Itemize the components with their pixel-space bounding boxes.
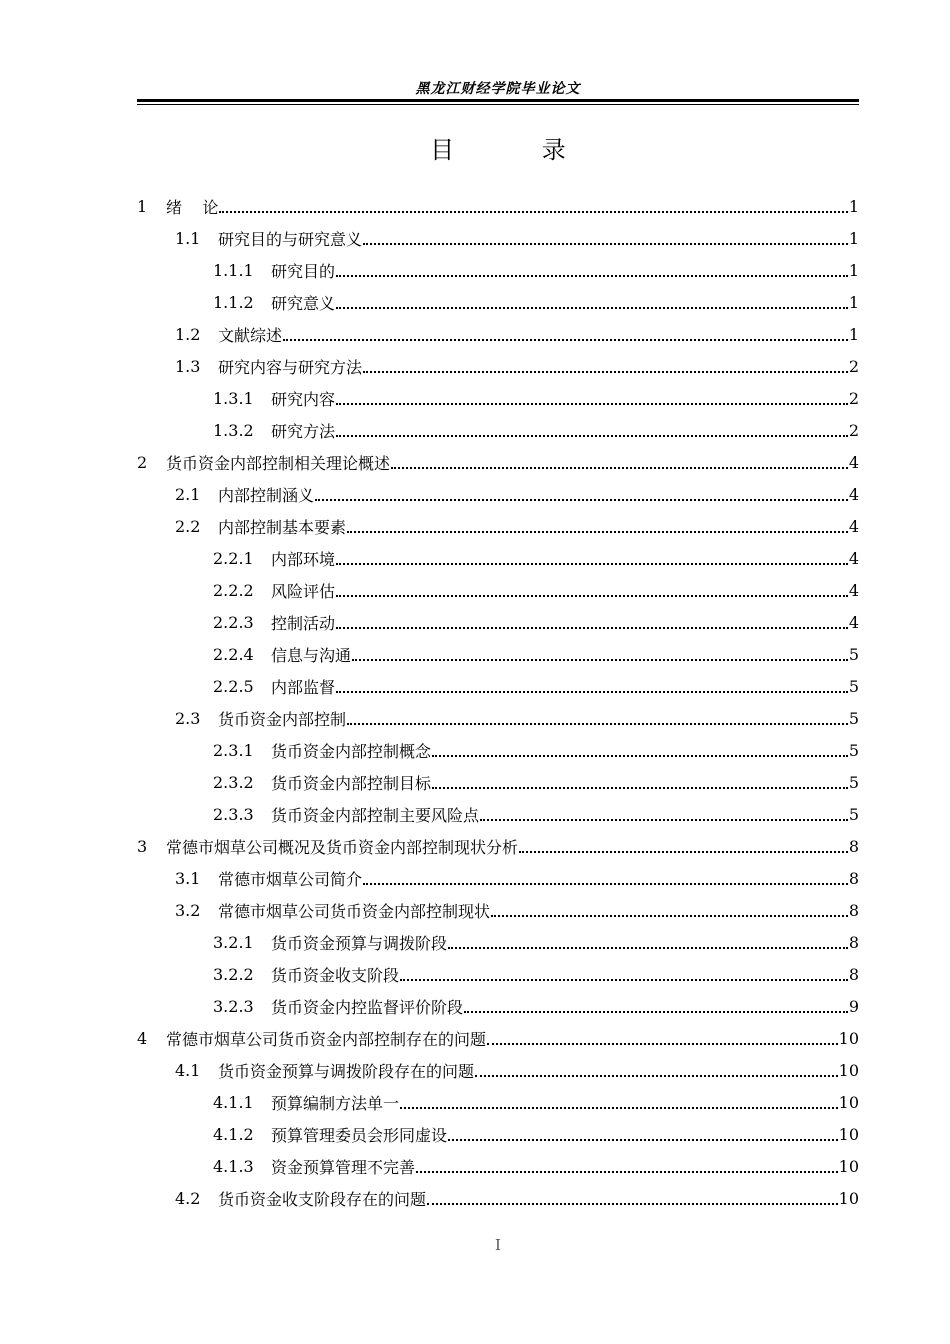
toc-entry[interactable] xyxy=(137,286,859,318)
toc-entry-number: 2.3 xyxy=(175,708,201,728)
toc-entry-page: 4 xyxy=(848,484,859,504)
toc-dot-leader xyxy=(400,978,848,981)
toc-dot-leader xyxy=(487,1042,838,1045)
toc-entry-number: 4.1 xyxy=(175,1060,201,1080)
toc-entry-page: 4 xyxy=(848,452,859,472)
toc-entry[interactable] xyxy=(137,414,859,446)
toc-entry[interactable] xyxy=(137,766,859,798)
toc-entry-title: 内部环境 xyxy=(271,549,336,569)
toc-entry-number: 2.2.3 xyxy=(213,612,254,632)
toc-entry-title: 信息与沟通 xyxy=(271,645,352,665)
toc-entry-number: 4.1.1 xyxy=(213,1092,254,1112)
page-number: I xyxy=(495,1236,501,1254)
toc-entry-title: 文献综述 xyxy=(218,325,283,345)
toc-entry-page: 1 xyxy=(848,260,859,280)
toc-entry-number: 4.1.2 xyxy=(213,1124,254,1144)
toc-entry-page: 5 xyxy=(848,740,859,760)
toc-entry-page: 5 xyxy=(848,676,859,696)
toc-entry-page: 2 xyxy=(848,388,859,408)
toc-entry-title: 研究目的 xyxy=(271,261,336,281)
toc-entry-title: 研究内容与研究方法 xyxy=(218,357,363,377)
running-header: 黑龙江财经学院毕业论文 xyxy=(415,81,581,97)
toc-dot-leader xyxy=(336,594,848,597)
toc-entry[interactable] xyxy=(137,606,859,638)
toc-entry-page: 10 xyxy=(838,1092,859,1112)
toc-entry-title: 绪 论 xyxy=(166,197,219,217)
toc-entry[interactable] xyxy=(137,574,859,606)
toc-dot-leader xyxy=(336,690,848,693)
toc-dot-leader xyxy=(336,402,848,405)
toc-entry-number: 3.2.2 xyxy=(213,964,254,984)
toc-dot-leader xyxy=(336,626,848,629)
toc-entry-page: 5 xyxy=(848,772,859,792)
toc-entry-title: 常德市烟草公司简介 xyxy=(218,869,363,889)
toc-dot-leader xyxy=(519,850,848,853)
toc-entry-number: 3.2 xyxy=(175,900,201,920)
toc-entry-page: 8 xyxy=(848,868,859,888)
toc-entry[interactable] xyxy=(137,478,859,510)
toc-entry-page: 4 xyxy=(848,516,859,536)
header-rule-thin xyxy=(137,104,859,105)
toc-entry-number: 2.2.5 xyxy=(213,676,254,696)
toc-entry-title: 研究目的与研究意义 xyxy=(218,229,363,249)
toc-entry[interactable] xyxy=(137,1022,859,1054)
toc-entry[interactable] xyxy=(137,990,859,1022)
toc-entry-title: 研究方法 xyxy=(271,421,336,441)
toc-entry[interactable] xyxy=(137,1086,859,1118)
toc-entry-number: 4 xyxy=(137,1028,148,1048)
toc-entry-page: 4 xyxy=(848,548,859,568)
toc-entry[interactable] xyxy=(137,734,859,766)
toc-entry-number: 2.2 xyxy=(175,516,201,536)
table-of-contents xyxy=(137,190,859,1214)
toc-entry-title: 控制活动 xyxy=(271,613,336,633)
toc-entry-number: 2 xyxy=(137,452,148,472)
toc-dot-leader xyxy=(336,434,848,437)
toc-entry[interactable] xyxy=(137,510,859,542)
toc-entry-title: 内部监督 xyxy=(271,677,336,697)
toc-dot-leader xyxy=(352,658,848,661)
toc-entry-title: 预算编制方法单一 xyxy=(271,1093,400,1113)
toc-entry-title: 资金预算管理不完善 xyxy=(271,1157,416,1177)
toc-entry-page: 9 xyxy=(848,996,859,1016)
toc-entry-page: 5 xyxy=(848,708,859,728)
toc-entry[interactable] xyxy=(137,1054,859,1086)
toc-entry-page: 8 xyxy=(848,932,859,952)
toc-entry[interactable] xyxy=(137,318,859,350)
toc-entry-title: 货币资金收支阶段 xyxy=(271,965,400,985)
toc-entry[interactable] xyxy=(137,670,859,702)
toc-entry-number: 2.1 xyxy=(175,484,201,504)
toc-entry-title: 研究内容 xyxy=(271,389,336,409)
toc-dot-leader xyxy=(448,1138,838,1141)
toc-entry-number: 1.2 xyxy=(175,324,201,344)
toc-dot-leader xyxy=(432,754,848,757)
header-rule-thick xyxy=(137,99,859,102)
toc-entry-title: 货币资金预算与调拨阶段存在的问题 xyxy=(218,1061,475,1081)
toc-dot-leader xyxy=(464,1010,848,1013)
toc-entry[interactable] xyxy=(137,542,859,574)
toc-entry[interactable] xyxy=(137,894,859,926)
toc-entry[interactable] xyxy=(137,830,859,862)
toc-entry-number: 3.2.1 xyxy=(213,932,254,952)
toc-entry-title: 货币资金内部控制相关理论概述 xyxy=(166,453,391,473)
toc-entry-number: 2.3.3 xyxy=(213,804,254,824)
toc-entry-title: 货币资金内控监督评价阶段 xyxy=(271,997,464,1017)
toc-entry[interactable] xyxy=(137,702,859,734)
toc-entry[interactable] xyxy=(137,254,859,286)
toc-dot-leader xyxy=(336,274,848,277)
toc-entry-number: 1.1.2 xyxy=(213,292,254,312)
toc-entry-number: 3.1 xyxy=(175,868,201,888)
toc-entry-page: 5 xyxy=(848,644,859,664)
toc-dot-leader xyxy=(283,338,848,341)
toc-dot-leader xyxy=(448,946,848,949)
toc-entry-number: 4.1.3 xyxy=(213,1156,254,1176)
toc-entry-page: 2 xyxy=(848,356,859,376)
toc-entry[interactable] xyxy=(137,1182,859,1214)
toc-entry-title: 内部控制基本要素 xyxy=(218,517,347,537)
toc-entry-page: 8 xyxy=(848,964,859,984)
toc-entry-number: 3 xyxy=(137,836,148,856)
toc-entry-number: 4.2 xyxy=(175,1188,201,1208)
toc-dot-leader xyxy=(427,1202,838,1205)
toc-dot-leader xyxy=(347,722,848,725)
toc-entry[interactable] xyxy=(137,446,859,478)
toc-entry-number: 1.3.2 xyxy=(213,420,254,440)
toc-entry-page: 10 xyxy=(838,1028,859,1048)
toc-entry-title: 常德市烟草公司货币资金内部控制现状 xyxy=(218,901,491,921)
toc-entry-number: 1.3.1 xyxy=(213,388,254,408)
toc-dot-leader xyxy=(347,530,848,533)
toc-entry-number: 3.2.3 xyxy=(213,996,254,1016)
toc-entry[interactable] xyxy=(137,1118,859,1150)
toc-entry-title: 常德市烟草公司货币资金内部控制存在的问题 xyxy=(166,1029,487,1049)
toc-title: 目 录 xyxy=(430,136,606,164)
toc-dot-leader xyxy=(400,1106,838,1109)
toc-dot-leader xyxy=(391,466,848,469)
toc-entry[interactable] xyxy=(137,190,859,222)
toc-entry-page: 10 xyxy=(838,1124,859,1144)
toc-entry-title: 内部控制涵义 xyxy=(218,485,315,505)
toc-entry-page: 1 xyxy=(848,324,859,344)
toc-dot-leader xyxy=(416,1170,838,1173)
toc-dot-leader xyxy=(475,1074,838,1077)
toc-entry-title: 货币资金内部控制主要风险点 xyxy=(271,805,480,825)
toc-entry-page: 10 xyxy=(838,1060,859,1080)
toc-entry-number: 2.2.4 xyxy=(213,644,254,664)
toc-dot-leader xyxy=(480,818,848,821)
toc-dot-leader xyxy=(219,210,847,213)
toc-entry-page: 10 xyxy=(838,1156,859,1176)
toc-entry-page: 8 xyxy=(848,900,859,920)
toc-entry-title: 研究意义 xyxy=(271,293,336,313)
toc-entry[interactable] xyxy=(137,638,859,670)
toc-entry-page: 1 xyxy=(848,228,859,248)
toc-entry-title: 预算管理委员会形同虚设 xyxy=(271,1125,448,1145)
toc-entry-page: 4 xyxy=(848,612,859,632)
toc-entry[interactable] xyxy=(137,350,859,382)
toc-entry-page: 1 xyxy=(848,196,859,216)
toc-entry-page: 10 xyxy=(838,1188,859,1208)
toc-dot-leader xyxy=(363,242,848,245)
toc-entry-title: 常德市烟草公司概况及货币资金内部控制现状分析 xyxy=(166,837,519,857)
toc-entry-title: 货币资金内部控制 xyxy=(218,709,347,729)
toc-entry[interactable] xyxy=(137,798,859,830)
toc-entry-page: 1 xyxy=(848,292,859,312)
toc-entry[interactable] xyxy=(137,958,859,990)
toc-dot-leader xyxy=(363,882,848,885)
toc-entry[interactable] xyxy=(137,862,859,894)
toc-entry-title: 货币资金内部控制概念 xyxy=(271,741,432,761)
toc-entry-title: 货币资金收支阶段存在的问题 xyxy=(218,1189,427,1209)
toc-entry-number: 2.3.2 xyxy=(213,772,254,792)
toc-dot-leader xyxy=(432,786,848,789)
toc-entry-number: 2.2.1 xyxy=(213,548,254,568)
toc-entry-number: 1.1 xyxy=(175,228,201,248)
toc-dot-leader xyxy=(336,306,848,309)
toc-dot-leader xyxy=(363,370,848,373)
toc-entry-title: 风险评估 xyxy=(271,581,336,601)
toc-entry-page: 4 xyxy=(848,580,859,600)
toc-entry-number: 1.3 xyxy=(175,356,201,376)
toc-entry-page: 8 xyxy=(848,836,859,856)
toc-entry[interactable] xyxy=(137,382,859,414)
toc-entry[interactable] xyxy=(137,1150,859,1182)
toc-dot-leader xyxy=(491,914,848,917)
toc-entry-page: 5 xyxy=(848,804,859,824)
toc-entry[interactable] xyxy=(137,222,859,254)
toc-entry-number: 2.3.1 xyxy=(213,740,254,760)
toc-entry-number: 1.1.1 xyxy=(213,260,254,280)
toc-entry[interactable] xyxy=(137,926,859,958)
toc-entry-page: 2 xyxy=(848,420,859,440)
toc-entry-title: 货币资金预算与调拨阶段 xyxy=(271,933,448,953)
toc-entry-title: 货币资金内部控制目标 xyxy=(271,773,432,793)
toc-dot-leader xyxy=(336,562,848,565)
toc-entry-number: 2.2.2 xyxy=(213,580,254,600)
toc-entry-number: 1 xyxy=(137,196,148,216)
toc-dot-leader xyxy=(315,498,848,501)
